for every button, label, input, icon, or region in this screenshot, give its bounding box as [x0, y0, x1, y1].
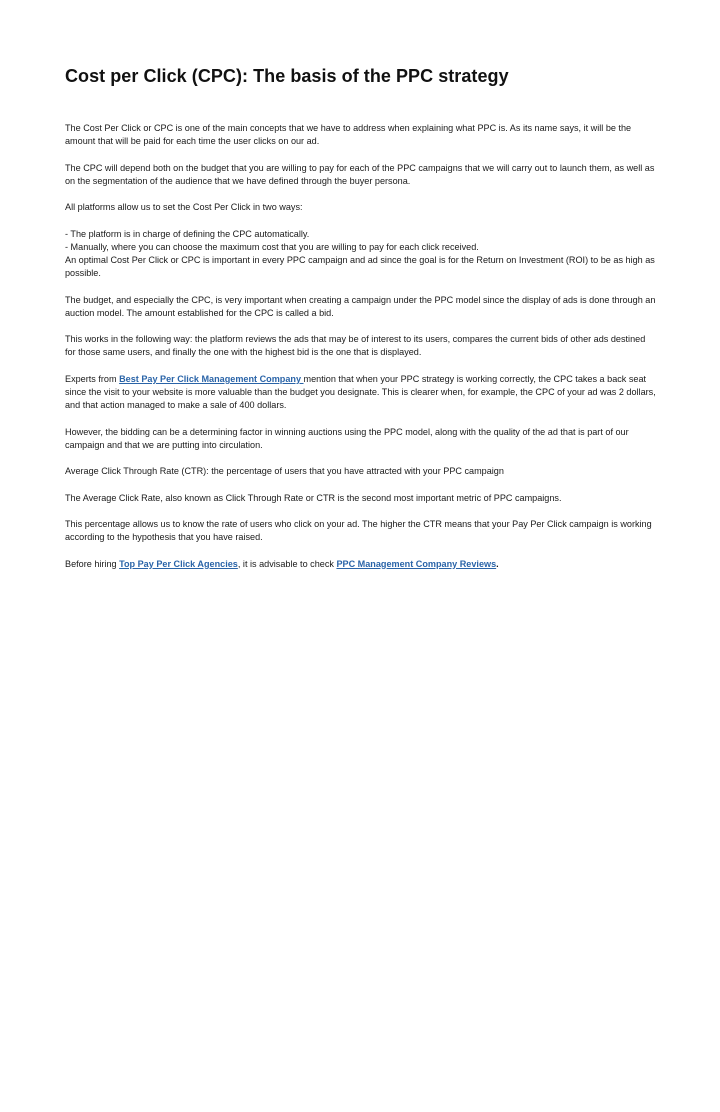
- page-title: Cost per Click (CPC): The basis of the PPC strategy: [65, 66, 509, 86]
- paragraph-cpc-budget: The CPC will depend both on the budget that you are willing to pay for each of the PPC campaigns that we will carry out to launch them, as well as on the segmentation of the audience that we have defined through the buyer persona.: [65, 162, 655, 186]
- paragraph-before-hiring-end: .: [496, 558, 499, 569]
- list-item-manual: - Manually, where you can choose the maximum cost that you are willing to pay for each click received.: [65, 241, 479, 252]
- paragraph-budget-auction: The budget, and especially the CPC, is very important when creating a campaign under the PPC model since the display of ads is done through an auction model. The amount established for the CPC is called a bid.: [65, 294, 656, 318]
- paragraph-ctr-rate: This percentage allows us to know the rate of users who click on your ad. The higher the CTR means that your Pay Per Click campaign is working according to the hypothesis that you have raised.: [65, 518, 652, 543]
- paragraph-two-ways: All platforms allow us to set the Cost Per Click in two ways:: [65, 202, 303, 213]
- paragraph-optimal-cpc: An optimal Cost Per Click or CPC is important in every PPC campaign and ad since the goal is for the Return on Investment (ROI) to be as high as possible.: [65, 254, 655, 279]
- paragraph-experts-lead: Experts from: [65, 373, 120, 384]
- paragraph-cpc-definition: The Cost Per Click or CPC is one of the main concepts that we have to address when explaining what PPC is. As its name says, it will be the amount that will be paid for each time the user clicks on our ad.: [65, 123, 632, 147]
- paragraph-ctr-definition: The Average Click Rate, also known as Click Through Rate or CTR is the second most important metric of PPC campaigns.: [65, 492, 562, 503]
- paragraph-ctr-heading: Average Click Through Rate (CTR): the percentage of users that you have attracted with your PPC campaign: [65, 466, 504, 477]
- paragraph-how-it-works: This works in the following way: the platform reviews the ads that may be of interest to its users, compares the current bids of other ads destined for those same users, and finally the one with the highest bid is the one that is displayed.: [65, 334, 646, 358]
- ppc-company-reviews-link[interactable]: PPC Management Company Reviews: [336, 558, 497, 569]
- document-body: [65, 122, 657, 584]
- paragraph-before-hiring: [65, 558, 657, 571]
- paragraph-experts: [65, 373, 657, 413]
- paragraph-before-hiring-lead: Before hiring: [65, 558, 120, 569]
- paragraph-bidding: However, the bidding can be a determining factor in winning auctions using the PPC model, along with the quality of the ad that is part of our campaign and that we are putting into circulation.: [65, 426, 629, 450]
- paragraph-experts-rest: mention that when your PPC strategy is working correctly, the CPC takes a back seat since the visit to your website is more valuable than the budget you designate. This is clearer when, for example, the CPC of your ad was 2 dollars, and that action managed to make a sale of 400 dollars.: [65, 373, 656, 411]
- paragraph-before-hiring-middle: , it is advisable to check: [237, 558, 337, 569]
- best-ppc-company-link[interactable]: Best Pay Per Click Management Company: [119, 373, 304, 384]
- top-ppc-agencies-link[interactable]: Top Pay Per Click Agencies: [119, 558, 238, 569]
- list-item-automatic: - The platform is in charge of defining the CPC automatically.: [65, 228, 310, 239]
